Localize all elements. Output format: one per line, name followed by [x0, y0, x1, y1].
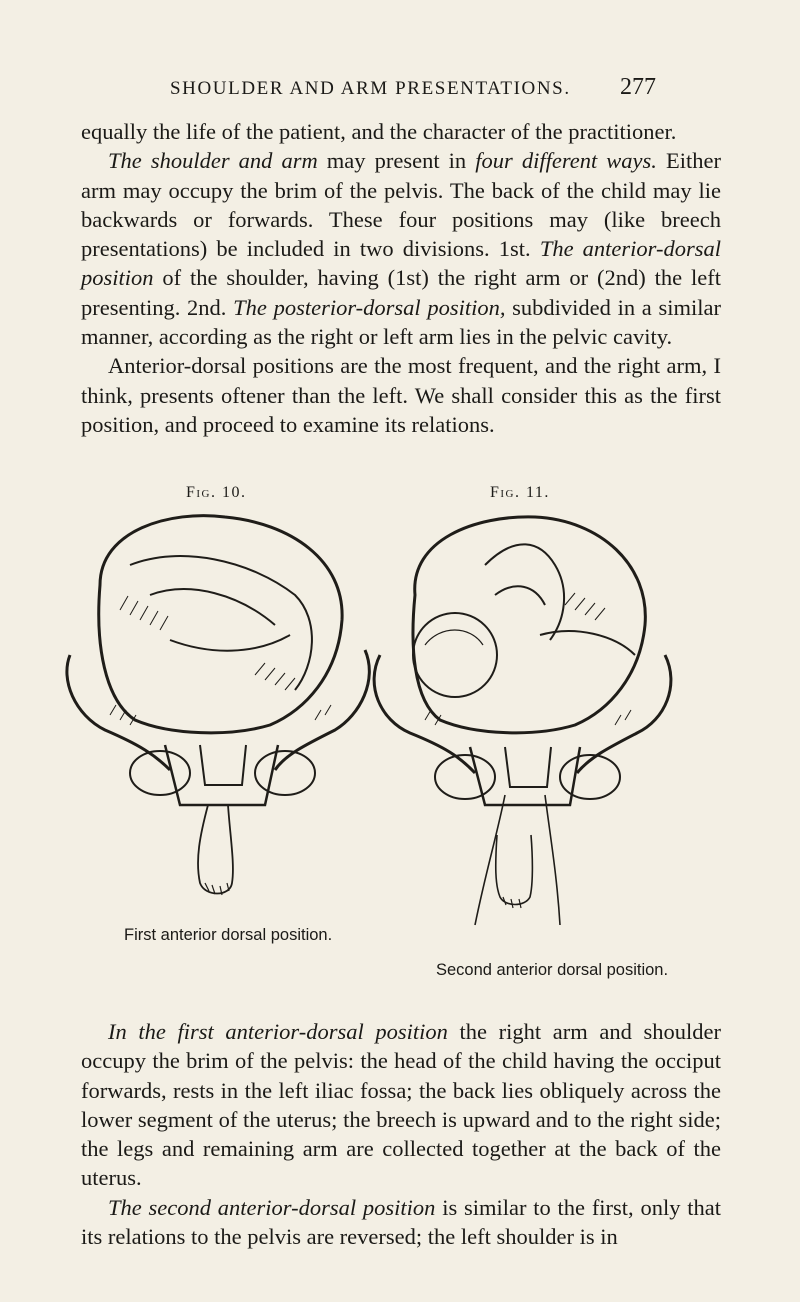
text-run: is similar to the first, only that its relations to the pelvis are reversed; the left shoulder is in [81, 1194, 721, 1250]
paragraph [81, 1193, 721, 1252]
figure-11-caption: Second anterior dorsal position. [436, 961, 669, 979]
text-run: the right arm and shoulder occupy the brim of the pelvis: the head of the child having the occiput forwards, rests in the left iliac fossa; the back lies obliquely across the lower segment of the uterus; the breech is upward and to the right side; the legs and remaining arm are collected together at the back of the uterus. [81, 1019, 721, 1191]
paragraph [81, 146, 721, 351]
running-title: SHOULDER AND ARM PRESENTATIONS. [170, 78, 571, 99]
body-text-bottom [81, 1017, 721, 1251]
running-header [0, 74, 800, 108]
italic-run: four different ways. [475, 148, 657, 174]
italic-run: In the first anterior-dorsal position [108, 1019, 448, 1044]
paragraph [81, 351, 721, 439]
paragraph [81, 117, 721, 146]
figure-11-illustration [365, 505, 685, 935]
text-run: Anterior-dorsal positions are the most frequent, and the right arm, I think, presents oftener than the left. We shall consider this as the first position, and proceed to examine its relations. [81, 353, 721, 437]
text-run: equally the life of the patient, and the character of the practitioner. [81, 119, 677, 144]
text-run: subdivided in a similar manner, according as the right or left arm lies in the pelvic cavity. [81, 294, 721, 350]
italic-run: The second anterior-dorsal position [108, 1194, 436, 1220]
italic-run: The shoulder and arm [108, 148, 318, 174]
figure-label-10: Fig. 10. [186, 484, 247, 501]
text-run: may present in [317, 148, 476, 174]
figure-10-caption: First anterior dorsal position. [124, 926, 333, 944]
body-text-top [81, 117, 721, 439]
paragraph [81, 1017, 721, 1193]
page-number: 277 [620, 74, 656, 100]
text-run: Either arm may occupy the brim of the pelvis. The back of the child may lie backwards or forwards. These four positions may (like breech presentations) be included in two divisions. 1st. [81, 148, 721, 262]
figure-10-illustration [60, 505, 380, 900]
text-run: of the shoulder, having (1st) the right arm or (2nd) the left presenting. 2nd. [81, 265, 721, 320]
figure-label-11: Fig. 11. [490, 484, 550, 501]
italic-run: The anterior-dorsal position [81, 236, 721, 291]
italic-run: The posterior-dorsal position, [233, 294, 506, 320]
